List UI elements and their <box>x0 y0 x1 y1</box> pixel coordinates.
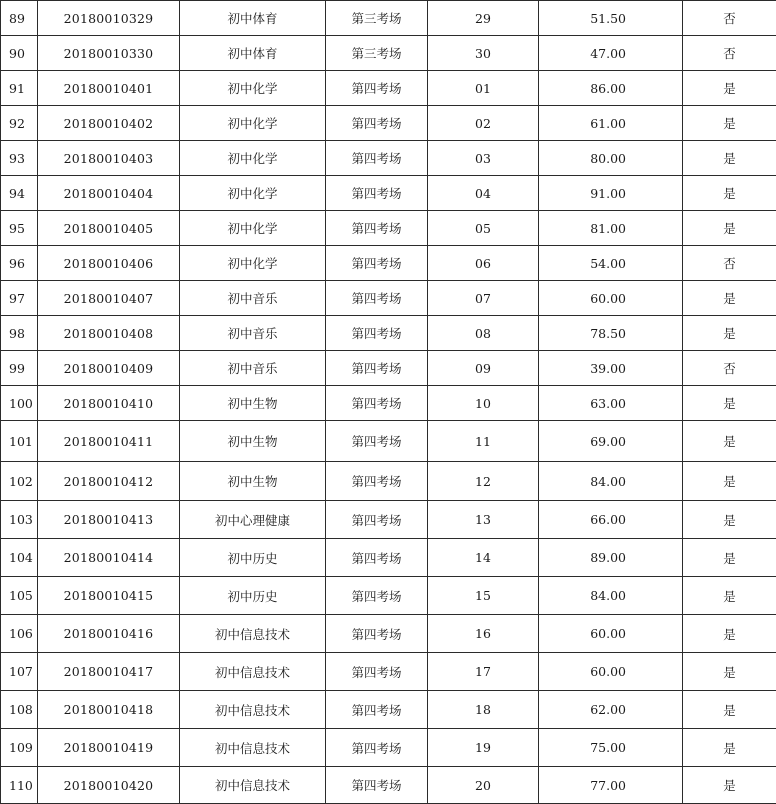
score-cell: 60.00 <box>539 615 683 653</box>
exam-room-cell: 第四考场 <box>326 539 428 577</box>
score-cell: 51.50 <box>539 1 683 36</box>
subject-cell: 初中体育 <box>180 1 326 36</box>
candidate-id-cell: 20180010414 <box>38 539 180 577</box>
table-row <box>1 176 776 211</box>
table-row <box>1 653 776 691</box>
score-cell: 63.00 <box>539 386 683 421</box>
score-cell: 77.00 <box>539 767 683 804</box>
exam-room-cell: 第四考场 <box>326 141 428 176</box>
candidate-id-cell: 20180010330 <box>38 36 180 71</box>
candidate-id-cell: 20180010401 <box>38 71 180 106</box>
exam-room-cell: 第四考场 <box>326 316 428 351</box>
qualified-cell: 是 <box>683 281 776 316</box>
qualified-cell: 是 <box>683 386 776 421</box>
seat-number-cell: 07 <box>428 281 539 316</box>
candidate-id-cell: 20180010406 <box>38 246 180 281</box>
exam-room-cell: 第四考场 <box>326 386 428 421</box>
seat-number-cell: 16 <box>428 615 539 653</box>
score-cell: 86.00 <box>539 71 683 106</box>
exam-room-cell: 第三考场 <box>326 36 428 71</box>
exam-room-cell: 第四考场 <box>326 653 428 691</box>
qualified-cell: 是 <box>683 141 776 176</box>
score-cell: 91.00 <box>539 176 683 211</box>
row-number-cell: 109 <box>1 729 38 767</box>
seat-number-cell: 06 <box>428 246 539 281</box>
score-cell: 89.00 <box>539 539 683 577</box>
seat-number-cell: 08 <box>428 316 539 351</box>
table-row <box>1 246 776 281</box>
qualified-cell: 是 <box>683 539 776 577</box>
score-cell: 75.00 <box>539 729 683 767</box>
score-cell: 66.00 <box>539 501 683 539</box>
candidate-id-cell: 20180010419 <box>38 729 180 767</box>
qualified-cell: 是 <box>683 691 776 729</box>
exam-room-cell: 第四考场 <box>326 767 428 804</box>
subject-cell: 初中体育 <box>180 36 326 71</box>
seat-number-cell: 05 <box>428 211 539 246</box>
table-row <box>1 729 776 767</box>
exam-room-cell: 第四考场 <box>326 577 428 615</box>
candidate-id-cell: 20180010404 <box>38 176 180 211</box>
score-cell: 60.00 <box>539 653 683 691</box>
score-cell: 60.00 <box>539 281 683 316</box>
candidate-id-cell: 20180010407 <box>38 281 180 316</box>
table-row <box>1 36 776 71</box>
candidate-id-cell: 20180010402 <box>38 106 180 141</box>
score-cell: 61.00 <box>539 106 683 141</box>
exam-room-cell: 第四考场 <box>326 246 428 281</box>
qualified-cell: 是 <box>683 729 776 767</box>
subject-cell: 初中音乐 <box>180 316 326 351</box>
row-number-cell: 107 <box>1 653 38 691</box>
candidate-id-cell: 20180010409 <box>38 351 180 386</box>
subject-cell: 初中化学 <box>180 141 326 176</box>
table-row <box>1 386 776 421</box>
table-row <box>1 106 776 141</box>
score-cell: 84.00 <box>539 462 683 501</box>
score-cell: 81.00 <box>539 211 683 246</box>
row-number-cell: 100 <box>1 386 38 421</box>
qualified-cell: 是 <box>683 71 776 106</box>
seat-number-cell: 09 <box>428 351 539 386</box>
subject-cell: 初中历史 <box>180 577 326 615</box>
row-number-cell: 91 <box>1 71 38 106</box>
score-cell: 80.00 <box>539 141 683 176</box>
qualified-cell: 否 <box>683 246 776 281</box>
subject-cell: 初中信息技术 <box>180 691 326 729</box>
table-row <box>1 501 776 539</box>
table-row <box>1 71 776 106</box>
candidate-id-cell: 20180010417 <box>38 653 180 691</box>
seat-number-cell: 01 <box>428 71 539 106</box>
score-cell: 69.00 <box>539 421 683 462</box>
row-number-cell: 93 <box>1 141 38 176</box>
table-row <box>1 141 776 176</box>
candidate-id-cell: 20180010420 <box>38 767 180 804</box>
row-number-cell: 98 <box>1 316 38 351</box>
row-number-cell: 103 <box>1 501 38 539</box>
row-number-cell: 108 <box>1 691 38 729</box>
row-number-cell: 110 <box>1 767 38 804</box>
row-number-cell: 97 <box>1 281 38 316</box>
row-number-cell: 92 <box>1 106 38 141</box>
table-row <box>1 316 776 351</box>
exam-room-cell: 第四考场 <box>326 615 428 653</box>
subject-cell: 初中信息技术 <box>180 767 326 804</box>
qualified-cell: 是 <box>683 577 776 615</box>
exam-room-cell: 第四考场 <box>326 729 428 767</box>
table-row <box>1 539 776 577</box>
subject-cell: 初中心理健康 <box>180 501 326 539</box>
row-number-cell: 90 <box>1 36 38 71</box>
row-number-cell: 102 <box>1 462 38 501</box>
candidate-id-cell: 20180010413 <box>38 501 180 539</box>
candidate-id-cell: 20180010416 <box>38 615 180 653</box>
exam-room-cell: 第四考场 <box>326 211 428 246</box>
qualified-cell: 否 <box>683 351 776 386</box>
qualified-cell: 是 <box>683 106 776 141</box>
seat-number-cell: 14 <box>428 539 539 577</box>
score-cell: 54.00 <box>539 246 683 281</box>
table-row <box>1 1 776 36</box>
subject-cell: 初中信息技术 <box>180 653 326 691</box>
row-number-cell: 106 <box>1 615 38 653</box>
subject-cell: 初中生物 <box>180 421 326 462</box>
qualified-cell: 是 <box>683 653 776 691</box>
seat-number-cell: 30 <box>428 36 539 71</box>
exam-room-cell: 第四考场 <box>326 462 428 501</box>
exam-room-cell: 第四考场 <box>326 501 428 539</box>
exam-room-cell: 第四考场 <box>326 691 428 729</box>
seat-number-cell: 11 <box>428 421 539 462</box>
row-number-cell: 105 <box>1 577 38 615</box>
qualified-cell: 是 <box>683 211 776 246</box>
score-cell: 62.00 <box>539 691 683 729</box>
score-cell: 78.50 <box>539 316 683 351</box>
seat-number-cell: 19 <box>428 729 539 767</box>
candidate-id-cell: 20180010410 <box>38 386 180 421</box>
exam-room-cell: 第四考场 <box>326 71 428 106</box>
exam-room-cell: 第四考场 <box>326 421 428 462</box>
subject-cell: 初中历史 <box>180 539 326 577</box>
candidate-id-cell: 20180010405 <box>38 211 180 246</box>
subject-cell: 初中化学 <box>180 246 326 281</box>
exam-room-cell: 第四考场 <box>326 106 428 141</box>
table-row <box>1 767 776 804</box>
subject-cell: 初中化学 <box>180 71 326 106</box>
exam-room-cell: 第四考场 <box>326 176 428 211</box>
qualified-cell: 是 <box>683 615 776 653</box>
qualified-cell: 否 <box>683 1 776 36</box>
subject-cell: 初中音乐 <box>180 281 326 316</box>
row-number-cell: 101 <box>1 421 38 462</box>
row-number-cell: 94 <box>1 176 38 211</box>
subject-cell: 初中信息技术 <box>180 615 326 653</box>
table-row <box>1 691 776 729</box>
seat-number-cell: 15 <box>428 577 539 615</box>
exam-room-cell: 第三考场 <box>326 1 428 36</box>
subject-cell: 初中化学 <box>180 106 326 141</box>
seat-number-cell: 12 <box>428 462 539 501</box>
row-number-cell: 89 <box>1 1 38 36</box>
qualified-cell: 是 <box>683 767 776 804</box>
row-number-cell: 104 <box>1 539 38 577</box>
candidate-id-cell: 20180010412 <box>38 462 180 501</box>
qualified-cell: 是 <box>683 316 776 351</box>
subject-cell: 初中生物 <box>180 386 326 421</box>
seat-number-cell: 17 <box>428 653 539 691</box>
subject-cell: 初中化学 <box>180 211 326 246</box>
table-row <box>1 615 776 653</box>
exam-room-cell: 第四考场 <box>326 281 428 316</box>
subject-cell: 初中信息技术 <box>180 729 326 767</box>
subject-cell: 初中生物 <box>180 462 326 501</box>
score-cell: 47.00 <box>539 36 683 71</box>
candidate-id-cell: 20180010415 <box>38 577 180 615</box>
table-body <box>1 1 776 804</box>
candidate-id-cell: 20180010408 <box>38 316 180 351</box>
table-row <box>1 577 776 615</box>
subject-cell: 初中化学 <box>180 176 326 211</box>
seat-number-cell: 02 <box>428 106 539 141</box>
qualified-cell: 否 <box>683 36 776 71</box>
qualified-cell: 是 <box>683 421 776 462</box>
table-row <box>1 421 776 462</box>
score-cell: 39.00 <box>539 351 683 386</box>
row-number-cell: 96 <box>1 246 38 281</box>
candidate-id-cell: 20180010411 <box>38 421 180 462</box>
seat-number-cell: 29 <box>428 1 539 36</box>
qualified-cell: 是 <box>683 501 776 539</box>
score-cell: 84.00 <box>539 577 683 615</box>
seat-number-cell: 18 <box>428 691 539 729</box>
qualified-cell: 是 <box>683 462 776 501</box>
exam-room-cell: 第四考场 <box>326 351 428 386</box>
seat-number-cell: 04 <box>428 176 539 211</box>
subject-cell: 初中音乐 <box>180 351 326 386</box>
row-number-cell: 99 <box>1 351 38 386</box>
seat-number-cell: 20 <box>428 767 539 804</box>
seat-number-cell: 13 <box>428 501 539 539</box>
table-row <box>1 351 776 386</box>
candidate-id-cell: 20180010329 <box>38 1 180 36</box>
table-row <box>1 462 776 501</box>
candidate-id-cell: 20180010418 <box>38 691 180 729</box>
seat-number-cell: 10 <box>428 386 539 421</box>
seat-number-cell: 03 <box>428 141 539 176</box>
row-number-cell: 95 <box>1 211 38 246</box>
candidate-id-cell: 20180010403 <box>38 141 180 176</box>
table-row <box>1 281 776 316</box>
qualified-cell: 是 <box>683 176 776 211</box>
table-row <box>1 211 776 246</box>
